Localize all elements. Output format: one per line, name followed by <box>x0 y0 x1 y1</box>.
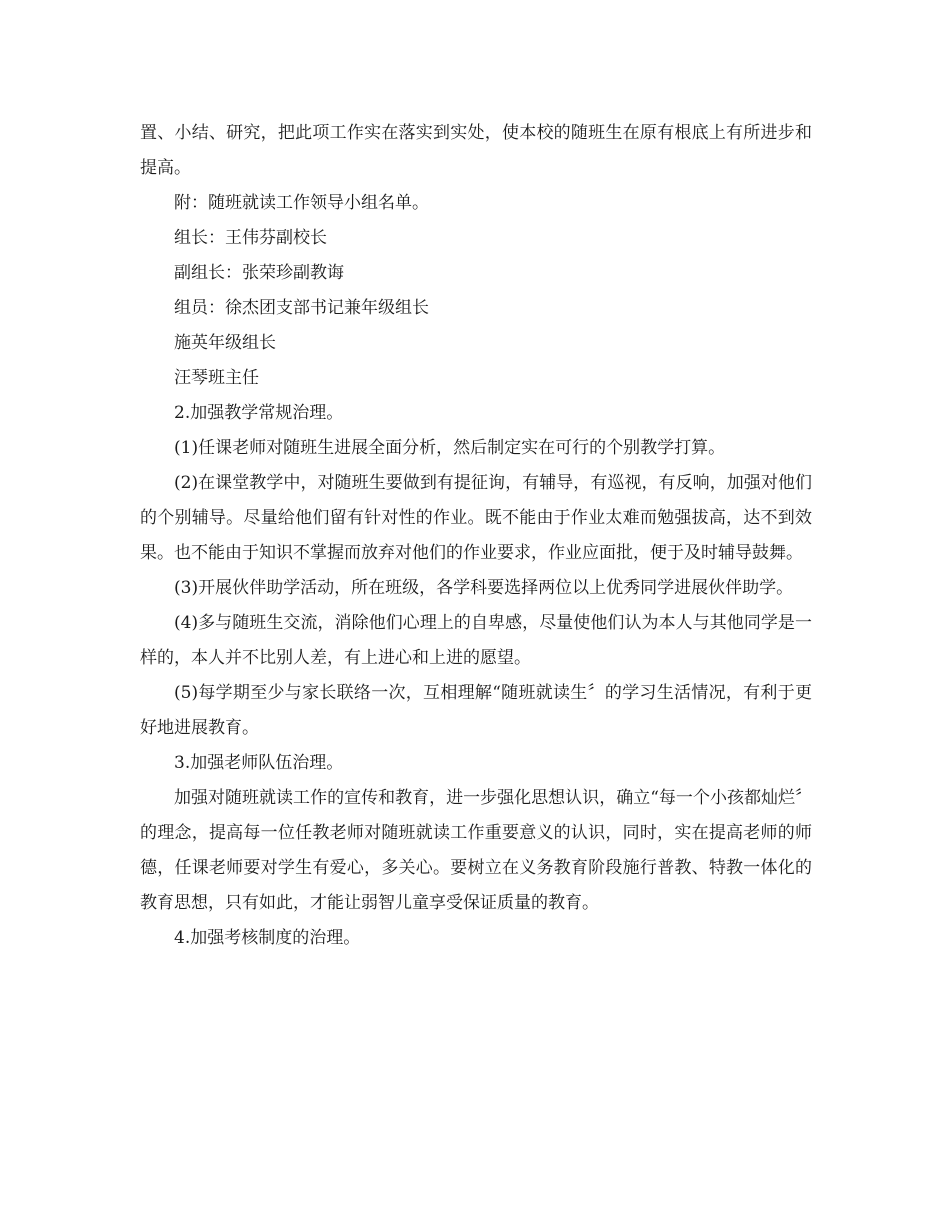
list-item: (2)在课堂教学中，对随班生要做到有提征询，有辅导，有巡视，有反响，加强对他们的个别辅导。尽量给他们留有针对性的作业。既不能由于作业太难而勉强拔高，达不到效果。也不能由于知识不掌握而放弃对他们的作业要求，作业应面批，便于及时辅导鼓舞。 <box>140 473 812 563</box>
paragraph-deputy-leader: 副组长：张荣珍副教诲 <box>174 263 344 283</box>
body-paragraph: 加强对随班就读工作的宣传和教育，进一步强化思想认识，确立“每一个小孩都灿烂〞的理念，提高每一位任教老师对随班就读工作重要意义的认识，同时，实在提高老师的师德，任课老师要对学生有爱心，多关心。要树立在义务教育阶段施行普教、特教一体化的教育思想，只有如此，才能让弱智儿童享受保证质量的教育。 <box>140 788 812 913</box>
section-heading: 3.加强老师队伍治理。 <box>174 753 344 773</box>
paragraph-leader: 组长：王伟芬副校长 <box>174 228 327 248</box>
list-item: (3)开展伙伴助学活动，所在班级，各学科要选择两位以上优秀同学进展伙伴助学。 <box>174 578 794 598</box>
list-item: (4)多与随班生交流，消除他们心理上的自卑感，尽量使他们认为本人与其他同学是一样的，本人并不比别人差，有上进心和上进的愿望。 <box>140 613 812 668</box>
list-item: (1)任课老师对随班生进展全面分析，然后制定实在可行的个别教学打算。 <box>174 438 726 458</box>
document-page <box>140 116 812 956</box>
paragraph-member: 施英年级组长 <box>174 333 276 353</box>
paragraph-member: 组员：徐杰团支部书记兼年级组长 <box>174 298 429 318</box>
list-item: (5)每学期至少与家长联络一次，互相理解“随班就读生〞的学习生活情况，有利于更好地进展教育。 <box>140 683 812 738</box>
paragraph-appendix-note: 附：随班就读工作领导小组名单。 <box>174 193 429 213</box>
paragraph-continuation: 置、小结、研究，把此项工作实在落实到实处，使本校的随班生在原有根底上有所进步和提高。 <box>140 123 812 178</box>
section-heading: 4.加强考核制度的治理。 <box>174 928 361 948</box>
section-heading: 2.加强教学常规治理。 <box>174 403 344 423</box>
paragraph-member: 汪琴班主任 <box>174 368 259 388</box>
